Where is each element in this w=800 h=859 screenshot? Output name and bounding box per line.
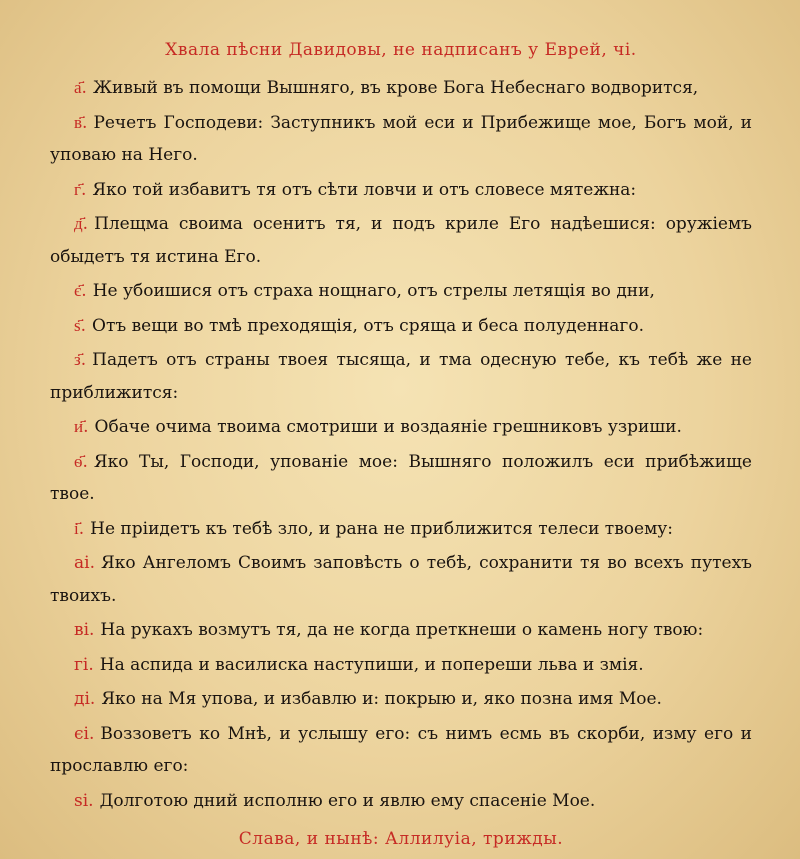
verse — [50, 718, 752, 783]
verse-text: На аспида и василиска наступиши, и попереши льва и змiя. — [99, 654, 644, 675]
verse-text: Падетъ отъ страны твоея тысяща, и тма одесную тебе, къ тебѣ же не приближится: — [50, 350, 752, 403]
verse — [50, 344, 752, 409]
verse-text: Живый въ помощи Вышняго, въ крове Бога Небеснаго водворится, — [92, 78, 699, 98]
verse — [50, 614, 752, 647]
verse-number: єі. — [74, 723, 95, 744]
verse-number: ѕі. — [74, 790, 94, 811]
verse-number: аі. — [74, 553, 95, 573]
verse — [50, 72, 752, 105]
verse-number: ѳ҃. — [74, 451, 88, 472]
verse-text: На рукахъ возмутъ тя, да не когда преткнеши о камень ногу твою: — [100, 620, 704, 640]
verse — [50, 208, 752, 273]
verse — [50, 649, 752, 682]
verse-number: в҃. — [74, 112, 88, 133]
verse-number: ѕ҃. — [74, 315, 87, 336]
verse-text: Не убоишися отъ страха нощнаго, отъ стрелы летящiя во дни, — [92, 281, 655, 301]
verse-text: Яко Ангеломъ Своимъ заповѣсть о тебѣ, сохранити тя во всехъ путехъ твоихъ. — [50, 553, 752, 606]
verse-text: Воззоветъ ко Мнѣ, и услышу его: съ нимъ есмь въ скорби, изму его и прославлю его: — [50, 723, 752, 776]
verse-number: ві. — [74, 620, 95, 640]
verse-number: і҃. — [74, 518, 85, 539]
verse-text: Яко той избавитъ тя отъ сѣти ловчи и отъ словесе мятежна: — [92, 179, 637, 200]
verse-list — [50, 72, 752, 817]
verse-number: з҃. — [74, 350, 87, 370]
verse — [50, 446, 752, 511]
verse-text: Яко на Мя упова, и избавлю и: покрыю и, яко позна имя Мое. — [101, 689, 662, 709]
psalm-footer: Слава, и нынѣ: Аллилуiа, трижды. — [238, 829, 564, 849]
verse — [50, 785, 752, 818]
verse-text: Обаче очима твоима смотриши и воздаянiе грешниковъ узриши. — [94, 417, 682, 437]
verse-number: є҃. — [74, 281, 87, 301]
verse — [50, 411, 752, 444]
verse — [50, 174, 752, 207]
verse — [50, 275, 752, 308]
psalm-title: Хвала пѣсни Давидовы, не надписанъ у Еврей, чі. — [165, 40, 637, 60]
verse — [50, 683, 752, 716]
verse — [50, 107, 752, 172]
verse-text: Плещма своима осенитъ тя, и подъ криле Его надѣешися: оружiемъ обыдетъ тя истина Его. — [50, 214, 752, 267]
verse-text: Не прiидетъ къ тебѣ зло, и рана не приближится телеси твоему: — [90, 518, 674, 539]
verse-text: Отъ вещи во тмѣ преходящiя, отъ сряща и беса полуденнаго. — [92, 315, 644, 336]
verse-number: и҃. — [74, 417, 89, 437]
verse — [50, 310, 752, 343]
verse-number: гі. — [74, 654, 94, 675]
verse-number: дi. — [74, 689, 96, 709]
verse-text: Долготою дний исполню его и явлю ему спасенiе Мое. — [99, 790, 596, 811]
verse-text: Речетъ Господеви: Заступникъ мой еси и Прибежище мое, Богъ мой, и уповаю на Него. — [50, 112, 752, 165]
verse — [50, 513, 752, 546]
verse-number: а҃. — [74, 78, 87, 98]
verse — [50, 547, 752, 612]
verse-number: д҃. — [74, 214, 89, 234]
verse-number: г҃. — [74, 179, 87, 200]
verse-text: Яко Ты, Господи, упованiе мое: Вышняго положилъ еси прибѣжище твое. — [50, 451, 752, 504]
